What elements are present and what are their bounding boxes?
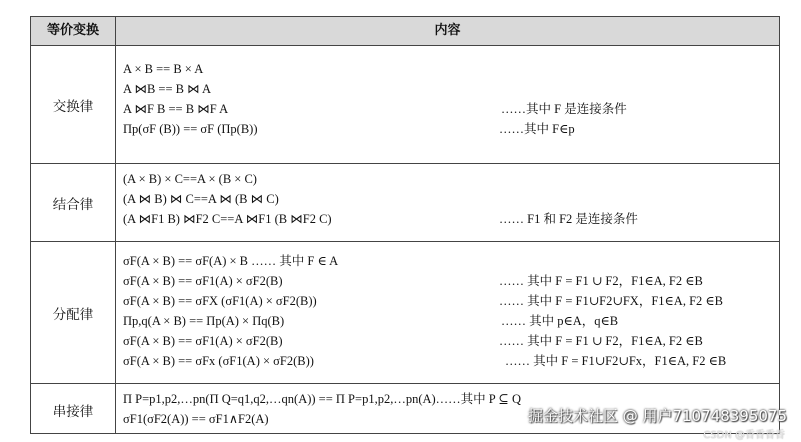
formula-line: σF(A × B) == σFx (σF1(A) × σF2(B)) [123,354,314,368]
condition-text: ……其中 F 是连接条件 [501,102,627,116]
condition-text: …… 其中 F = F1 ∪ F2，F1∈A, F2 ∈B [499,274,703,288]
header-content: 内容 [434,23,461,38]
equivalence-table [30,16,780,434]
row-distributive [31,242,779,384]
row-associative [31,164,779,242]
header-transform: 等价变换 [46,23,99,38]
row-commutative [31,46,779,164]
law-name: 串接律 [52,403,94,420]
formula-line: (A × B) × C==A × (B × C) [123,172,257,186]
watermark-main: 掘金技术社区 @ 用户710748395075 [527,407,787,425]
formula-line: A × B == B × A [123,62,204,76]
table-header [31,17,779,46]
formula-line: (A ⋈ B) ⋈ C==A ⋈ (B ⋈ C) [123,192,279,206]
condition-text: …… 其中 F = F1∪F2∪FX，F1∈A, F2 ∈B [499,294,723,308]
formula-line: (A ⋈F1 B) ⋈F2 C==A ⋈F1 (B ⋈F2 C) [123,212,332,226]
condition-text: …… 其中 F = F1∪F2∪Fx，F1∈A, F2 ∈B [505,354,727,368]
formula-line: σF(A × B) == σF(A) × B …… 其中 F ∈ A [123,254,339,268]
law-name: 结合律 [52,196,94,213]
column-divider [115,17,116,433]
formula-line: σF(A × B) == σF1(A) × σF2(B) [123,274,283,288]
law-name: 交换律 [52,98,94,115]
formula-line: σF(A × B) == σFX (σF1(A) × σF2(B)) [123,294,317,308]
condition-text: …… 其中 F = F1 ∪ F2，F1∈A, F2 ∈B [499,334,703,348]
formula-line: A ⋈B == B ⋈ A [123,82,212,96]
condition-text: ……其中 F∈p [499,122,575,136]
formula-line: Πp,q(A × B) == Πp(A) × Πq(B) [123,314,285,328]
condition-text: …… 其中 p∈A，q∈B [501,314,619,328]
formula-line: Πp(σF (B)) == σF (Πp(B)) [123,122,258,136]
formula-line: A ⋈F B == B ⋈F A [123,102,229,116]
formula-line: Π P=p1,p2,…pn(Π Q=q1,q2,…qn(A)) == Π P=p1,p2,…pn(A)……其中 P ⊆ Q [123,392,522,406]
formula-line: σF(A × B) == σF1(A) × σF2(B) [123,334,283,348]
formula-line: σF1(σF2(A)) == σF1∧F2(A) [123,412,269,426]
law-name: 分配律 [52,306,94,323]
condition-text: …… F1 和 F2 是连接条件 [499,212,638,226]
watermark-sub: CSDN @香香香香 [703,430,785,441]
